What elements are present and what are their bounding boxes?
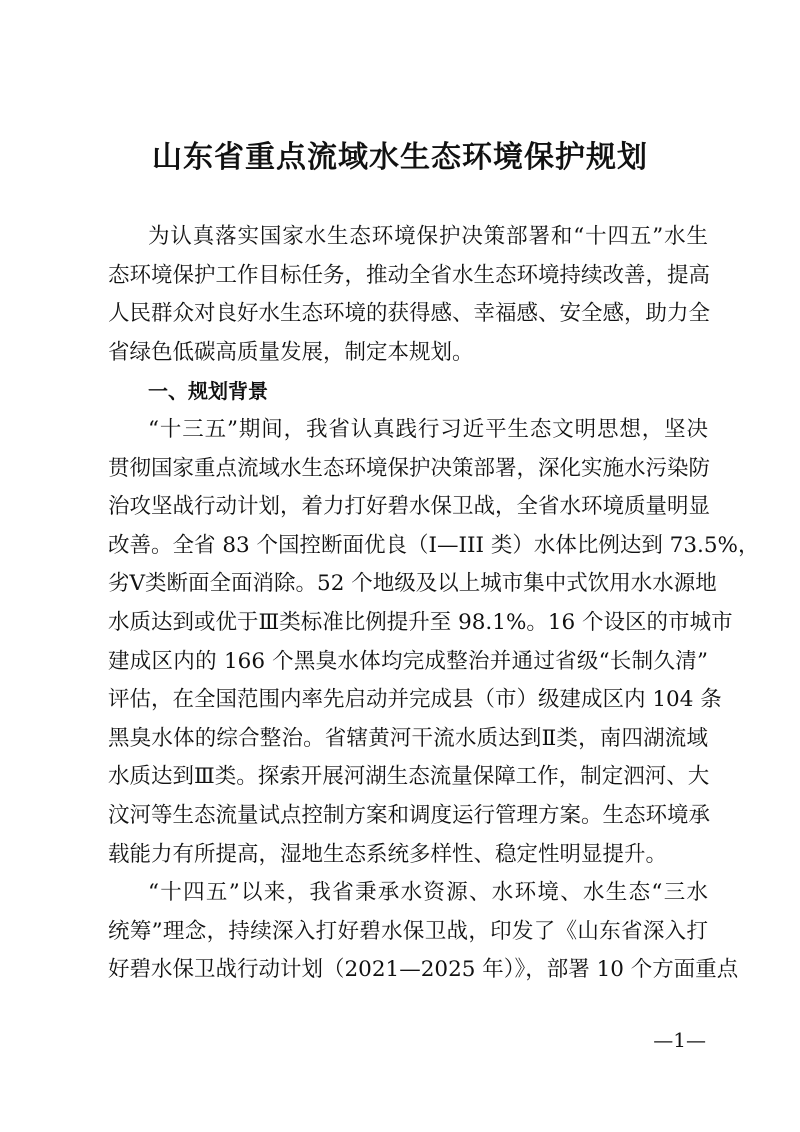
paragraph-line: 劣Ⅴ类断面全面消除。52 个地级及以上城市集中式饮用水水源地 [108, 571, 717, 597]
paragraph-line: 态环境保护工作目标任务，推动全省水生态环境持续改善，提高 [108, 262, 711, 288]
paragraph-line: 贯彻国家重点流域水生态环境保护决策部署，深化实施水污染防 [108, 455, 711, 481]
paragraph-line: 评估，在全国范围内率先启动并完成县（市）级建成区内 104 条 [108, 687, 722, 713]
paragraph-line: 改善。全省 83 个国控断面优良（I—III 类）水体比例达到 73.5%， [108, 532, 760, 558]
page-number: —1— [653, 1028, 706, 1052]
paragraph-line: 为认真落实国家水生态环境保护决策部署和“十四五”水生 [148, 224, 708, 249]
paragraph-line: “十四五”以来，我省秉承水资源、水环境、水生态“三水 [148, 880, 708, 906]
paragraph-line: 治攻坚战行动计划，着力打好碧水保卫战，全省水环境质量明显 [108, 494, 711, 520]
paragraph-line: 水质达到或优于Ⅲ类标准比例提升至 98.1%。16 个设区的市城市 [108, 609, 733, 635]
paragraph-line: 水质达到Ⅲ类。探索开展河湖生态流量保障工作，制定泗河、大 [108, 764, 710, 790]
paragraph-line: 建成区内的 166 个黑臭水体均完成整治并通过省级“长制久清” [108, 648, 708, 674]
paragraph-line: 统筹”理念，持续深入打好碧水保卫战，印发了《山东省深入打 [108, 918, 708, 944]
paragraph-line: “十三五”期间，我省认真践行习近平生态文明思想，坚决 [148, 416, 708, 442]
paragraph-line: 人民群众对良好水生态环境的获得感、幸福感、安全感，助力全 [108, 301, 711, 327]
document-title: 山东省重点流域水生态环境保护规划 [152, 140, 648, 175]
paragraph-line: 省绿色低碳高质量发展，制定本规划。 [108, 339, 474, 365]
document-body [108, 218, 760, 990]
paragraph-line: 载能力有所提高，湿地生态系统多样性、稳定性明显提升。 [108, 841, 668, 867]
paragraph-line: 汶河等生态流量试点控制方案和调度运行管理方案。生态环境承 [108, 802, 711, 828]
paragraph-line: 好碧水保卫战行动计划（2021—2025 年）》，部署 10 个方面重点 [108, 957, 739, 983]
paragraph-line: 黑臭水体的综合整治。省辖黄河干流水质达到Ⅱ类，南四湖流域 [108, 725, 708, 751]
section-heading: 一、规划背景 [148, 379, 268, 404]
